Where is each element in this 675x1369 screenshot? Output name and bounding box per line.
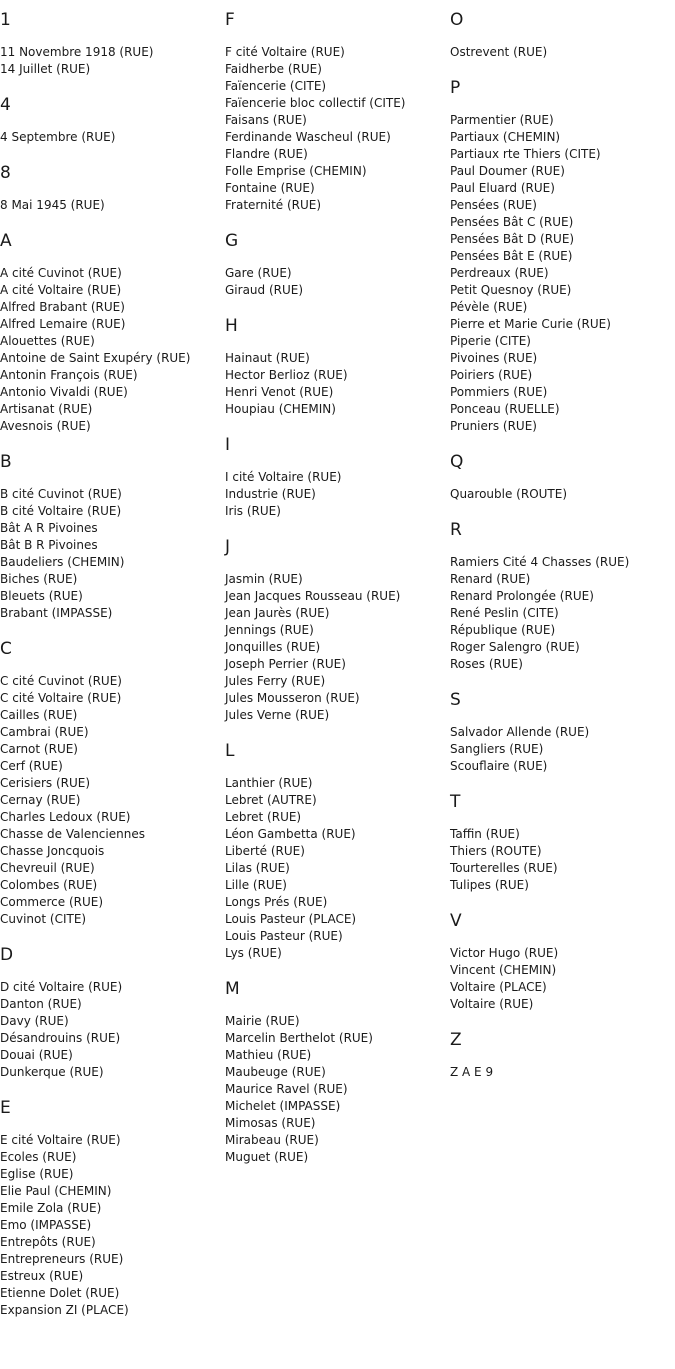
street-item: Jean Jacques Rousseau (RUE) xyxy=(225,589,401,603)
section-letter-heading: 4 xyxy=(0,95,11,115)
letter-section xyxy=(450,520,672,673)
street-item: C cité Cuvinot (RUE) xyxy=(0,674,122,688)
street-item: Roger Salengro (RUE) xyxy=(450,640,580,654)
street-item: Lys (RUE) xyxy=(225,946,282,960)
street-item: Chasse de Valenciennes xyxy=(0,827,145,841)
street-item: Maubeuge (RUE) xyxy=(225,1065,326,1079)
street-list xyxy=(450,554,672,673)
street-item: A cité Voltaire (RUE) xyxy=(0,283,122,297)
letter-section xyxy=(225,435,447,520)
street-item: F cité Voltaire (RUE) xyxy=(225,45,345,59)
letter-section xyxy=(0,639,222,928)
street-item: Cambrai (RUE) xyxy=(0,725,89,739)
section-letter-heading: C xyxy=(0,639,12,659)
street-item: Chasse Joncquois xyxy=(0,844,105,858)
letter-section xyxy=(450,78,672,435)
street-item: Parmentier (RUE) xyxy=(450,113,554,127)
street-item: Pévèle (RUE) xyxy=(450,300,528,314)
street-item: Etienne Dolet (RUE) xyxy=(0,1286,120,1300)
section-letter-heading: Q xyxy=(450,452,464,472)
street-item: 4 Septembre (RUE) xyxy=(0,130,116,144)
street-item: Alfred Lemaire (RUE) xyxy=(0,317,126,331)
section-letter-heading: Z xyxy=(450,1030,462,1050)
street-list xyxy=(225,44,447,214)
street-item: I cité Voltaire (RUE) xyxy=(225,470,342,484)
street-item: Gare (RUE) xyxy=(225,266,292,280)
street-list xyxy=(450,945,672,1013)
street-item: Pivoines (RUE) xyxy=(450,351,538,365)
street-list xyxy=(225,571,447,724)
street-item: Mairie (RUE) xyxy=(225,1014,300,1028)
street-item: Lebret (RUE) xyxy=(225,810,302,824)
street-item: Alfred Brabant (RUE) xyxy=(0,300,125,314)
street-item: Antonin François (RUE) xyxy=(0,368,138,382)
street-column-3 xyxy=(450,10,672,1081)
street-list xyxy=(0,1132,222,1319)
street-item: D cité Voltaire (RUE) xyxy=(0,980,123,994)
street-item: Eglise (RUE) xyxy=(0,1167,74,1181)
street-item: Folle Emprise (CHEMIN) xyxy=(225,164,367,178)
street-list xyxy=(0,44,222,78)
street-list xyxy=(0,673,222,928)
street-list xyxy=(450,112,672,435)
street-item: Petit Quesnoy (RUE) xyxy=(450,283,572,297)
street-item: Ostrevent (RUE) xyxy=(450,45,548,59)
street-item: Pensées Bât D (RUE) xyxy=(450,232,575,246)
section-letter-heading: B xyxy=(0,452,12,472)
street-item: Z A E 9 xyxy=(450,1065,494,1079)
letter-section xyxy=(450,452,672,503)
letter-section xyxy=(0,945,222,1081)
street-item: Biches (RUE) xyxy=(0,572,78,586)
street-item: Jonquilles (RUE) xyxy=(225,640,321,654)
street-item: Jennings (RUE) xyxy=(225,623,314,637)
street-item: Expansion ZI (PLACE) xyxy=(0,1303,129,1317)
street-item: Lilas (RUE) xyxy=(225,861,290,875)
section-letter-heading: M xyxy=(225,979,240,999)
street-list xyxy=(0,197,222,214)
street-item: René Peslin (CITE) xyxy=(450,606,559,620)
street-column-2 xyxy=(225,10,447,1166)
street-item: Colombes (RUE) xyxy=(0,878,98,892)
section-letter-heading: R xyxy=(450,520,462,540)
street-item: Baudeliers (CHEMIN) xyxy=(0,555,125,569)
street-item: Tourterelles (RUE) xyxy=(450,861,558,875)
letter-section xyxy=(225,979,447,1166)
street-item: Ramiers Cité 4 Chasses (RUE) xyxy=(450,555,630,569)
street-list xyxy=(225,350,447,418)
street-item: Cerf (RUE) xyxy=(0,759,63,773)
street-list xyxy=(0,486,222,622)
street-item: Pruniers (RUE) xyxy=(450,419,537,433)
street-item: Henri Venot (RUE) xyxy=(225,385,334,399)
street-item: Antoine de Saint Exupéry (RUE) xyxy=(0,351,191,365)
street-item: Salvador Allende (RUE) xyxy=(450,725,590,739)
section-letter-heading: E xyxy=(0,1098,11,1118)
street-list xyxy=(225,265,447,299)
street-item: Entrepôts (RUE) xyxy=(0,1235,96,1249)
street-item: Victor Hugo (RUE) xyxy=(450,946,559,960)
street-item: 14 Juillet (RUE) xyxy=(0,62,91,76)
street-item: B cité Cuvinot (RUE) xyxy=(0,487,122,501)
street-item: Industrie (RUE) xyxy=(225,487,316,501)
street-item: Danton (RUE) xyxy=(0,997,82,1011)
street-item: République (RUE) xyxy=(450,623,556,637)
street-item: Vincent (CHEMIN) xyxy=(450,963,557,977)
street-item: Alouettes (RUE) xyxy=(0,334,95,348)
street-item: C cité Voltaire (RUE) xyxy=(0,691,122,705)
street-item: Voltaire (RUE) xyxy=(450,997,534,1011)
street-item: Carnot (RUE) xyxy=(0,742,78,756)
street-list xyxy=(0,129,222,146)
section-letter-heading: S xyxy=(450,690,461,710)
street-item: Lille (RUE) xyxy=(225,878,287,892)
street-item: Charles Ledoux (RUE) xyxy=(0,810,131,824)
street-item: Elie Paul (CHEMIN) xyxy=(0,1184,112,1198)
street-column-1 xyxy=(0,10,222,1319)
street-item: Emo (IMPASSE) xyxy=(0,1218,92,1232)
section-letter-heading: 8 xyxy=(0,163,11,183)
street-item: Bât A R Pivoines xyxy=(0,521,98,535)
letter-section xyxy=(450,792,672,894)
street-item: Bleuets (RUE) xyxy=(0,589,83,603)
street-list xyxy=(225,469,447,520)
letter-section xyxy=(225,10,447,214)
street-item: Liberté (RUE) xyxy=(225,844,305,858)
street-item: Hector Berlioz (RUE) xyxy=(225,368,348,382)
section-letter-heading: J xyxy=(225,537,231,557)
street-item: Louis Pasteur (PLACE) xyxy=(225,912,357,926)
section-letter-heading: T xyxy=(450,792,461,812)
letter-section xyxy=(225,231,447,299)
street-item: Jules Verne (RUE) xyxy=(225,708,330,722)
section-letter-heading: L xyxy=(225,741,235,761)
street-item: Muguet (RUE) xyxy=(225,1150,309,1164)
section-letter-heading: A xyxy=(0,231,12,251)
street-item: Flandre (RUE) xyxy=(225,147,308,161)
letter-section xyxy=(225,316,447,418)
street-item: Emile Zola (RUE) xyxy=(0,1201,102,1215)
street-item: Louis Pasteur (RUE) xyxy=(225,929,343,943)
street-list xyxy=(450,44,672,61)
street-item: Pensées (RUE) xyxy=(450,198,537,212)
letter-section xyxy=(450,10,672,61)
section-letter-heading: F xyxy=(225,10,235,30)
street-item: Chevreuil (RUE) xyxy=(0,861,95,875)
letter-section xyxy=(0,95,222,146)
street-item: Cailles (RUE) xyxy=(0,708,78,722)
street-item: Faidherbe (RUE) xyxy=(225,62,322,76)
street-list xyxy=(450,486,672,503)
letter-section xyxy=(450,911,672,1013)
letter-section xyxy=(450,690,672,775)
street-item: Dunkerque (RUE) xyxy=(0,1065,104,1079)
street-item: Pommiers (RUE) xyxy=(450,385,548,399)
street-item: Désandrouins (RUE) xyxy=(0,1031,121,1045)
street-item: Renard (RUE) xyxy=(450,572,531,586)
street-item: Artisanat (RUE) xyxy=(0,402,93,416)
street-item: Lebret (AUTRE) xyxy=(225,793,317,807)
street-item: Pierre et Marie Curie (RUE) xyxy=(450,317,611,331)
street-item: Bât B R Pivoines xyxy=(0,538,98,552)
street-item: Mathieu (RUE) xyxy=(225,1048,312,1062)
street-item: Quarouble (ROUTE) xyxy=(450,487,568,501)
letter-section xyxy=(450,1030,672,1081)
section-letter-heading: 1 xyxy=(0,10,11,30)
street-list xyxy=(0,979,222,1081)
street-item: Faisans (RUE) xyxy=(225,113,307,127)
section-letter-heading: G xyxy=(225,231,239,251)
street-item: Faïencerie (CITE) xyxy=(225,79,327,93)
street-item: Thiers (ROUTE) xyxy=(450,844,542,858)
street-item: Fontaine (RUE) xyxy=(225,181,315,195)
section-letter-heading: O xyxy=(450,10,464,30)
street-item: Fraternité (RUE) xyxy=(225,198,322,212)
letter-section xyxy=(0,163,222,214)
street-item: Iris (RUE) xyxy=(225,504,281,518)
street-item: Tulipes (RUE) xyxy=(450,878,529,892)
street-item: Joseph Perrier (RUE) xyxy=(225,657,346,671)
street-item: Longs Prés (RUE) xyxy=(225,895,328,909)
letter-section xyxy=(225,537,447,724)
street-item: Léon Gambetta (RUE) xyxy=(225,827,356,841)
letter-section xyxy=(0,10,222,78)
street-item: Brabant (IMPASSE) xyxy=(0,606,113,620)
street-item: Renard Prolongée (RUE) xyxy=(450,589,594,603)
street-item: Sangliers (RUE) xyxy=(450,742,544,756)
street-item: Ecoles (RUE) xyxy=(0,1150,77,1164)
street-item: Antonio Vivaldi (RUE) xyxy=(0,385,128,399)
street-item: A cité Cuvinot (RUE) xyxy=(0,266,122,280)
street-item: Partiaux rte Thiers (CITE) xyxy=(450,147,601,161)
street-item: Jean Jaurès (RUE) xyxy=(225,606,330,620)
street-item: 11 Novembre 1918 (RUE) xyxy=(0,45,154,59)
street-item: Pensées Bât C (RUE) xyxy=(450,215,574,229)
street-item: Douai (RUE) xyxy=(0,1048,73,1062)
letter-section xyxy=(0,452,222,622)
street-item: Mirabeau (RUE) xyxy=(225,1133,319,1147)
letter-section xyxy=(0,231,222,435)
letter-section xyxy=(225,741,447,962)
street-item: Cuvinot (CITE) xyxy=(0,912,87,926)
street-item: Roses (RUE) xyxy=(450,657,523,671)
street-item: Piperie (CITE) xyxy=(450,334,531,348)
section-letter-heading: V xyxy=(450,911,462,931)
street-item: Maurice Ravel (RUE) xyxy=(225,1082,348,1096)
section-letter-heading: D xyxy=(0,945,14,965)
street-item: Avesnois (RUE) xyxy=(0,419,91,433)
street-item: Scouflaire (RUE) xyxy=(450,759,548,773)
street-item: Cerisiers (RUE) xyxy=(0,776,91,790)
street-item: B cité Voltaire (RUE) xyxy=(0,504,122,518)
street-item: Jules Mousseron (RUE) xyxy=(225,691,360,705)
street-item: Houpiau (CHEMIN) xyxy=(225,402,336,416)
street-item: Estreux (RUE) xyxy=(0,1269,84,1283)
street-item: Marcelin Berthelot (RUE) xyxy=(225,1031,373,1045)
street-list xyxy=(450,724,672,775)
street-item: Paul Doumer (RUE) xyxy=(450,164,565,178)
section-letter-heading: H xyxy=(225,316,238,336)
section-letter-heading: P xyxy=(450,78,461,98)
street-list xyxy=(450,1064,672,1081)
street-item: Davy (RUE) xyxy=(0,1014,69,1028)
street-item: Taffin (RUE) xyxy=(450,827,520,841)
street-item: Jasmin (RUE) xyxy=(225,572,303,586)
street-item: Partiaux (CHEMIN) xyxy=(450,130,561,144)
street-list xyxy=(450,826,672,894)
street-item: Faïencerie bloc collectif (CITE) xyxy=(225,96,406,110)
street-list xyxy=(225,775,447,962)
street-item: Jules Ferry (RUE) xyxy=(225,674,326,688)
street-item: Mimosas (RUE) xyxy=(225,1116,316,1130)
street-item: Entrepreneurs (RUE) xyxy=(0,1252,124,1266)
section-letter-heading: I xyxy=(225,435,231,455)
street-item: Cernay (RUE) xyxy=(0,793,81,807)
street-list xyxy=(0,265,222,435)
street-item: Pensées Bât E (RUE) xyxy=(450,249,573,263)
street-item: Ferdinande Wascheul (RUE) xyxy=(225,130,391,144)
street-list xyxy=(225,1013,447,1166)
street-item: E cité Voltaire (RUE) xyxy=(0,1133,121,1147)
street-item: Paul Eluard (RUE) xyxy=(450,181,555,195)
street-item: Giraud (RUE) xyxy=(225,283,304,297)
street-item: Poiriers (RUE) xyxy=(450,368,533,382)
street-item: Perdreaux (RUE) xyxy=(450,266,549,280)
letter-section xyxy=(0,1098,222,1319)
street-item: Ponceau (RUELLE) xyxy=(450,402,560,416)
street-item: Michelet (IMPASSE) xyxy=(225,1099,341,1113)
street-item: 8 Mai 1945 (RUE) xyxy=(0,198,105,212)
street-item: Hainaut (RUE) xyxy=(225,351,310,365)
street-item: Voltaire (PLACE) xyxy=(450,980,547,994)
street-item: Commerce (RUE) xyxy=(0,895,104,909)
street-item: Lanthier (RUE) xyxy=(225,776,313,790)
